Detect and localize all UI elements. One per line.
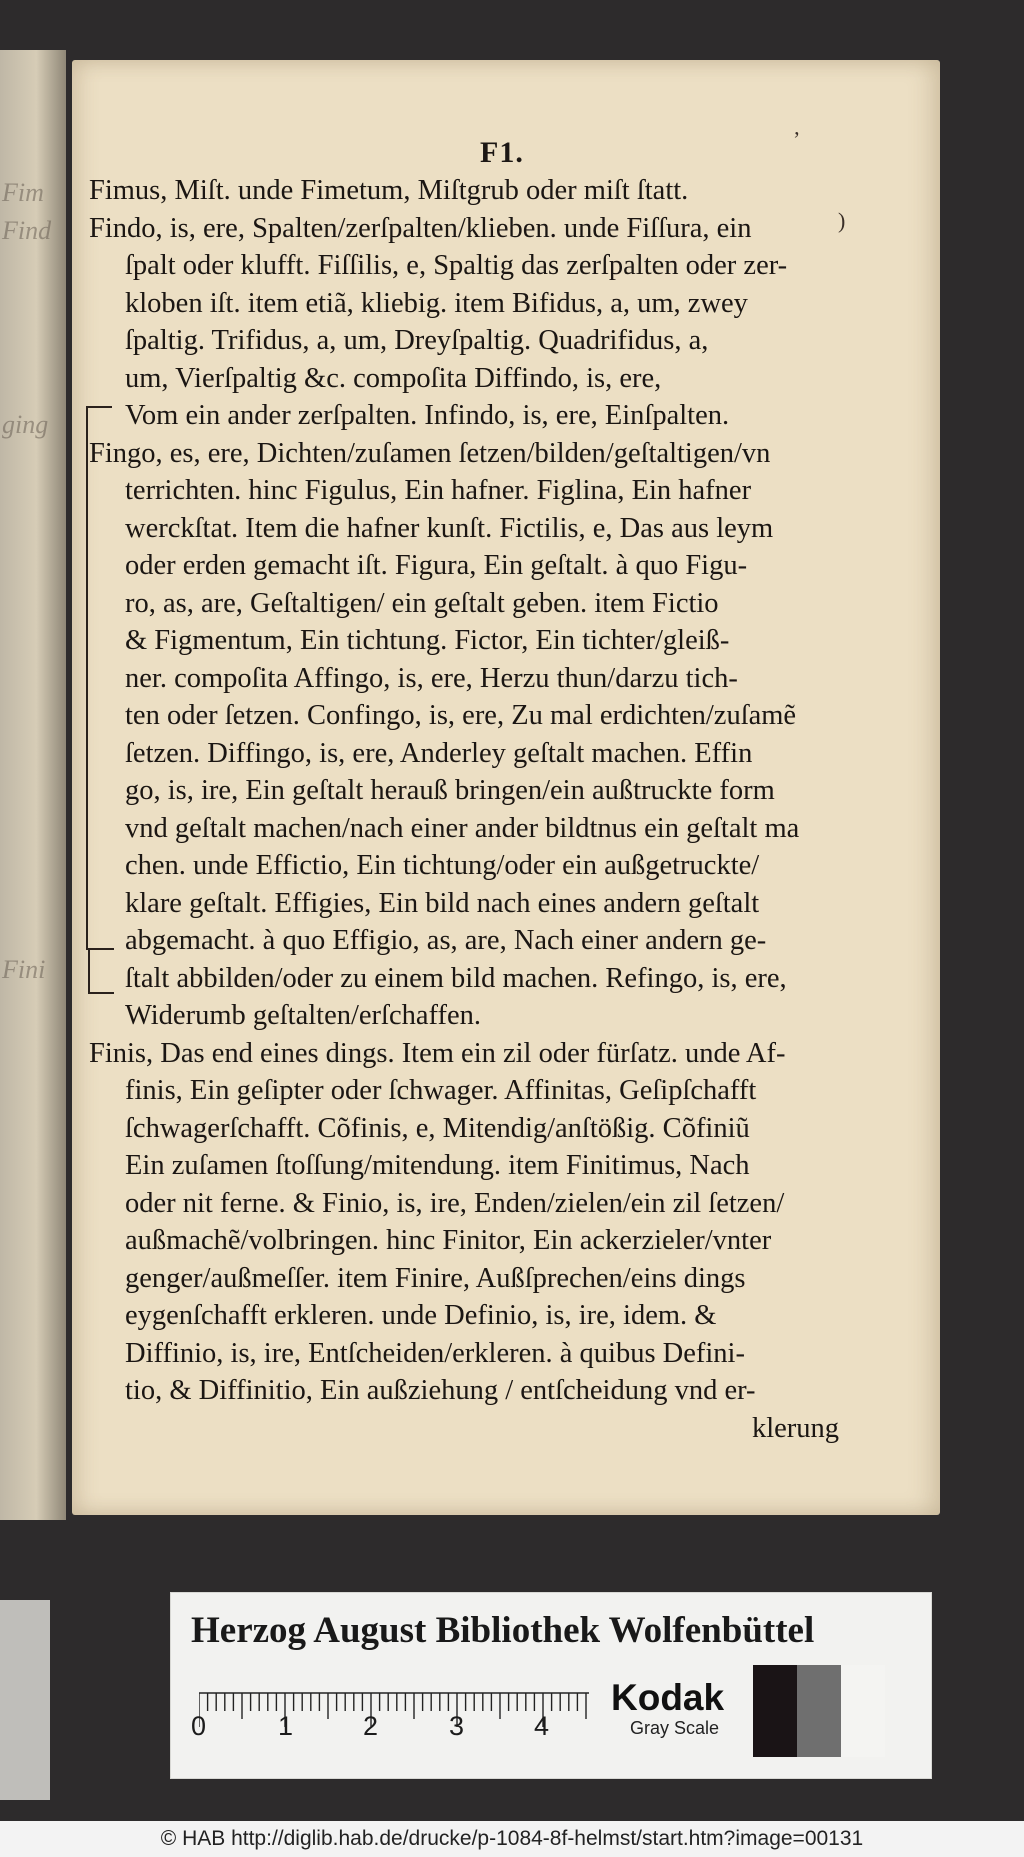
text-line: klare geſtalt. Effigies, Ein bild nach eines andern geſtalt [125,887,760,919]
text-line: oder nit ferne. & Finio, is, ire, Enden/zielen/ein zil ſetzen/ [125,1187,785,1219]
gray-scale-label: Gray Scale [630,1718,720,1738]
text-line: ro, as, are, Geſtaltigen/ ein geſtalt geben. item Fictio [125,587,719,619]
text-line: ten oder ſetzen. Confingo, is, ere, Zu mal erdichten/zuſamẽ [125,700,797,731]
text-line: außmachẽ/volbringen. hinc Finitor, Ein ackerzieler/vnter [125,1225,772,1256]
library-title: Herzog August Bibliothek Wolfenbüttel [191,1610,815,1651]
text-line: Fingo, es, ere, Dichten/zuſamen ſetzen/bilden/geſtaltigen/vn [89,437,771,469]
text-line: chen. unde Effictio, Ein tichtung/oder ein außgetruckte/ [125,850,760,881]
text-line: abgemacht. à quo Effigio, as, are, Nach einer andern ge- [125,925,767,956]
facing-page-fragment: Fim [2,178,44,207]
text-line: Diffinio, is, ire, Entſcheiden/erkleren. à quibus Defini- [125,1337,745,1369]
kodak-logo: Kodak [611,1677,725,1718]
text-line: Ein zuſamen ſtoſſung/mitendung. item Finitimus, Nach [125,1150,750,1181]
text-line: Findo, is, ere, Spalten/zerſpalten/klieben. unde Fiſſura, ein [89,212,752,244]
catchword: klerung [751,1412,839,1444]
text-line: ſchwagerſchafft. Cõfinis, e, Mitendig/anſtößig. Cõfiniũ [125,1112,750,1144]
text-line: & Figmentum, Ein tichtung. Fictor, Ein tichter/gleiß- [125,625,730,656]
text-line: ſpaltig. Trifidus, a, um, Dreyſpaltig. Quadrifidus, a, [125,325,709,356]
text-line: Vom ein ander zerſpalten. Infindo, is, ere, Einſpalten. [125,400,730,431]
color-target-card [170,1592,932,1779]
facing-page-edge [0,50,66,1520]
copyright-footer: © HAB http://diglib.hab.de/drucke/p-1084-8f-helmst/start.htm?image=00131 [0,1821,1024,1857]
book-page [72,60,940,1515]
facing-page-fragment: Fini [2,955,46,984]
facing-page-strip [0,1600,50,1800]
gray-swatch-mid [797,1665,841,1757]
text-line: terrichten. hinc Figulus, Ein hafner. Figlina, Ein hafner [125,475,752,506]
text-line: um, Vierſpaltig &c. compoſita Diffindo, is, ere, [125,362,662,394]
ruler-number: 2 [363,1711,379,1741]
text-line: eygenſchafft erkleren. unde Definio, is, ire, idem. & [125,1300,717,1331]
ruler-number: 0 [191,1711,207,1741]
text-line: genger/außmeſſer. item Finire, Außſprechen/eins dings [125,1262,746,1294]
ruler-number: 1 [278,1711,294,1741]
ruler-number: 3 [449,1711,465,1741]
page-mark: ) [838,208,846,233]
text-line: ner. compoſita Affingo, is, ere, Herzu thun/darzu tich- [125,662,738,694]
text-line: ſpalt oder klufft. Fiſſilis, e, Spaltig das zerſpalten oder zer- [125,250,788,281]
text-line: vnd geſtalt machen/nach einer ander bildtnus ein geſtalt ma [125,812,800,844]
facing-page-fragment: ging [2,410,49,439]
text-line: Finis, Das end eines dings. Item ein zil oder fürſatz. unde Af- [89,1037,786,1069]
ruler-number: 4 [534,1711,550,1741]
text-line: Fimus, Miſt. unde Fimetum, Miſtgrub oder miſt ſtatt. [89,175,689,206]
page-mark: ʼ [793,127,801,152]
text-line: kloben iſt. item etiã, kliebig. item Bifidus, a, um, zwey [125,287,748,319]
text-line: werckſtat. Item die hafner kunſt. Fictilis, e, Das aus leym [125,512,774,544]
gray-swatch-dark [753,1665,797,1757]
text-line: go, is, ire, Ein geſtalt herauß bringen/ein außtruckte form [125,775,775,806]
text-line: tio, & Diffinitio, Ein außziehung / entſcheidung vnd er- [125,1375,756,1406]
gray-swatch-light [841,1665,885,1757]
text-line: ſtalt abbilden/oder zu einem bild machen. Refingo, is, ere, [125,962,787,994]
folio-number: F1. [480,136,524,169]
text-line: Widerumb geſtalten/erſchaffen. [125,1000,481,1031]
text-line: ſetzen. Diffingo, is, ere, Anderley geſtalt machen. Effin [125,737,753,769]
text-line: finis, Ein geſipter oder ſchwager. Affinitas, Geſipſchafft [125,1075,757,1106]
dictionary-text [89,172,859,1447]
text-line: oder erden gemacht iſt. Figura, Ein geſtalt. à quo Figu- [125,550,748,581]
facing-page-fragment: Find [2,216,52,245]
